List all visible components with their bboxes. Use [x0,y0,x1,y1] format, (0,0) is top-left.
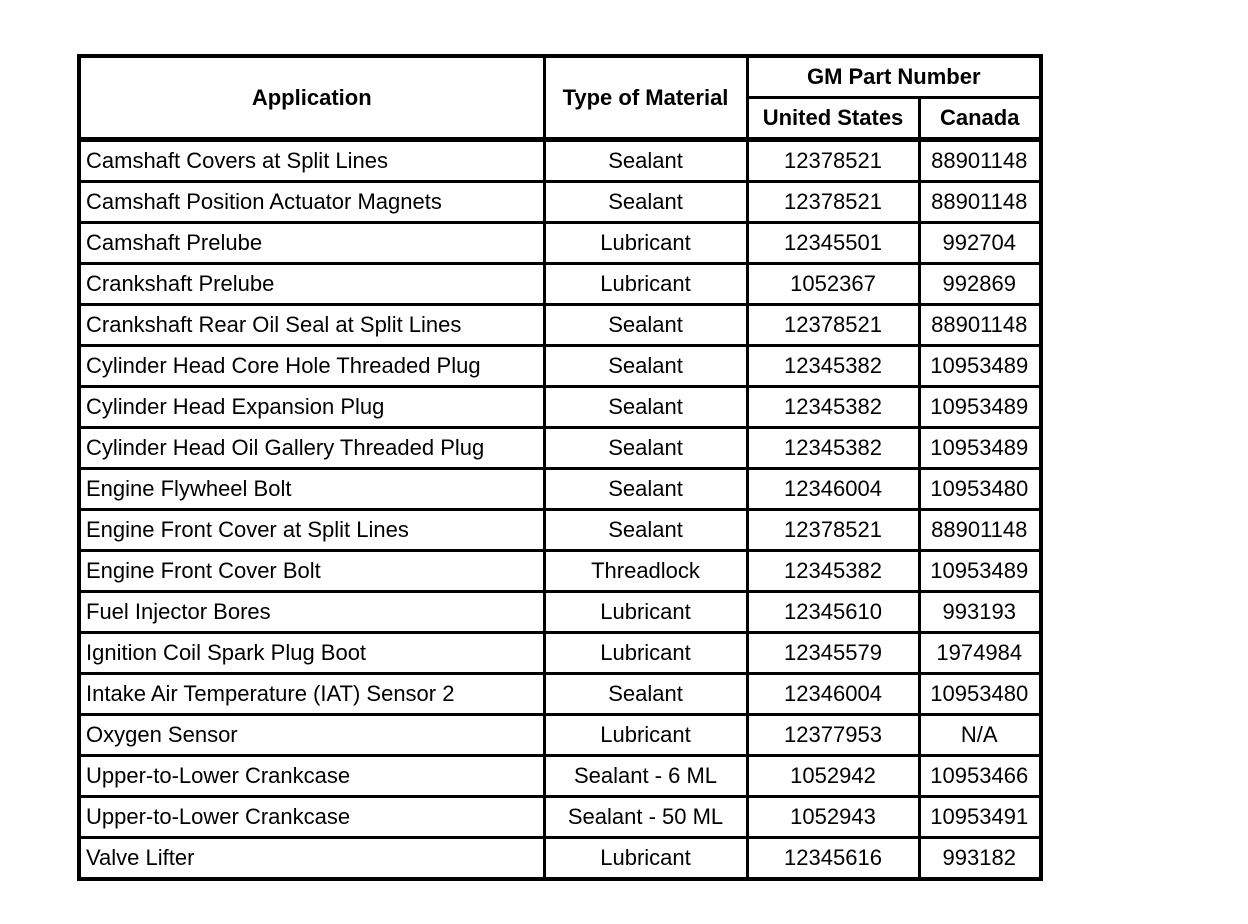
cell-canada-part: 992704 [919,223,1041,264]
header-row-top [79,56,1041,98]
cell-application: Engine Flywheel Bolt [79,469,544,510]
cell-us-part: 12345382 [747,428,919,469]
cell-canada-part: 10953489 [919,346,1041,387]
cell-canada-part: 1974984 [919,633,1041,674]
cell-material: Lubricant [544,838,747,880]
cell-material: Lubricant [544,223,747,264]
cell-material: Sealant [544,182,747,223]
cell-application: Cylinder Head Core Hole Threaded Plug [79,346,544,387]
cell-us-part: 12378521 [747,182,919,223]
cell-material: Sealant [544,346,747,387]
cell-material: Sealant [544,305,747,346]
cell-application: Upper-to-Lower Crankcase [79,756,544,797]
cell-us-part: 1052943 [747,797,919,838]
table-row [79,305,1041,346]
cell-application: Cylinder Head Expansion Plug [79,387,544,428]
table-row [79,551,1041,592]
cell-canada-part: 993193 [919,592,1041,633]
cell-application: Ignition Coil Spark Plug Boot [79,633,544,674]
header-application: Application [79,56,544,140]
cell-material: Sealant [544,140,747,182]
cell-application: Camshaft Prelube [79,223,544,264]
cell-application: Fuel Injector Bores [79,592,544,633]
cell-us-part: 12345382 [747,387,919,428]
table-row [79,346,1041,387]
cell-application: Cylinder Head Oil Gallery Threaded Plug [79,428,544,469]
cell-application: Valve Lifter [79,838,544,880]
table-row [79,428,1041,469]
cell-material: Lubricant [544,592,747,633]
table-row [79,140,1041,182]
cell-material: Sealant [544,469,747,510]
cell-us-part: 12377953 [747,715,919,756]
cell-us-part: 12345616 [747,838,919,880]
cell-material: Sealant - 50 ML [544,797,747,838]
cell-us-part: 12345501 [747,223,919,264]
table-row [79,633,1041,674]
cell-material: Sealant [544,674,747,715]
cell-us-part: 12346004 [747,674,919,715]
table-row [79,797,1041,838]
cell-application: Crankshaft Prelube [79,264,544,305]
cell-material: Threadlock [544,551,747,592]
table-row [79,510,1041,551]
cell-material: Lubricant [544,715,747,756]
cell-canada-part: 10953489 [919,387,1041,428]
cell-canada-part: 88901148 [919,510,1041,551]
cell-material: Sealant [544,387,747,428]
cell-us-part: 1052942 [747,756,919,797]
cell-us-part: 12378521 [747,140,919,182]
cell-us-part: 12378521 [747,305,919,346]
table-row [79,592,1041,633]
cell-material: Lubricant [544,633,747,674]
header-gm-part-number: GM Part Number [747,56,1041,98]
cell-application: Oxygen Sensor [79,715,544,756]
header-canada: Canada [919,98,1041,140]
table-row [79,674,1041,715]
cell-canada-part: 88901148 [919,182,1041,223]
table-row [79,469,1041,510]
cell-canada-part: 10953466 [919,756,1041,797]
cell-canada-part: 10953491 [919,797,1041,838]
cell-us-part: 12346004 [747,469,919,510]
table-row [79,756,1041,797]
table-row [79,387,1041,428]
cell-application: Camshaft Position Actuator Magnets [79,182,544,223]
cell-application: Camshaft Covers at Split Lines [79,140,544,182]
cell-application: Intake Air Temperature (IAT) Sensor 2 [79,674,544,715]
cell-material: Sealant [544,428,747,469]
cell-us-part: 12378521 [747,510,919,551]
cell-material: Lubricant [544,264,747,305]
cell-canada-part: 88901148 [919,305,1041,346]
cell-us-part: 12345382 [747,551,919,592]
cell-application: Upper-to-Lower Crankcase [79,797,544,838]
table-row [79,715,1041,756]
table-body [79,140,1041,880]
cell-application: Engine Front Cover at Split Lines [79,510,544,551]
table-row [79,838,1041,880]
cell-canada-part: 10953480 [919,674,1041,715]
cell-canada-part: 992869 [919,264,1041,305]
cell-material: Sealant [544,510,747,551]
header-united-states: United States [747,98,919,140]
table-header [79,56,1041,140]
cell-application: Engine Front Cover Bolt [79,551,544,592]
cell-material: Sealant - 6 ML [544,756,747,797]
cell-canada-part: 10953480 [919,469,1041,510]
cell-us-part: 12345579 [747,633,919,674]
cell-canada-part: 993182 [919,838,1041,880]
cell-canada-part: 88901148 [919,140,1041,182]
cell-canada-part: N/A [919,715,1041,756]
cell-application: Crankshaft Rear Oil Seal at Split Lines [79,305,544,346]
table-row [79,182,1041,223]
cell-canada-part: 10953489 [919,428,1041,469]
cell-us-part: 1052367 [747,264,919,305]
parts-table [77,54,1043,881]
table-row [79,223,1041,264]
cell-us-part: 12345610 [747,592,919,633]
cell-canada-part: 10953489 [919,551,1041,592]
header-material: Type of Material [544,56,747,140]
cell-us-part: 12345382 [747,346,919,387]
table-row [79,264,1041,305]
